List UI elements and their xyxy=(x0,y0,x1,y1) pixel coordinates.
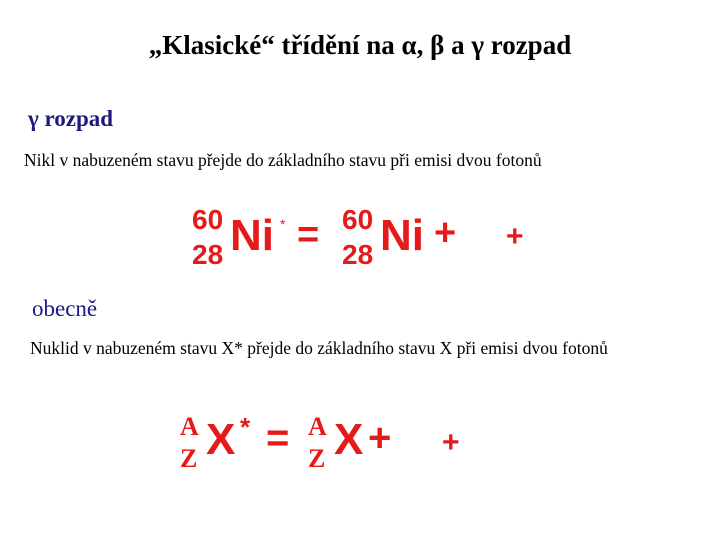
plus-sign-2: + xyxy=(442,426,460,459)
left-mass-number: A xyxy=(180,412,199,441)
right-atomic-number: 28 xyxy=(342,239,374,270)
left-mass-number: 60 xyxy=(192,204,224,235)
right-atomic-number: Z xyxy=(308,444,326,473)
equals-sign: = xyxy=(266,416,290,460)
equals-sign: = xyxy=(297,214,320,256)
nuclide-description: Nuklid v nabuzeném stavu X* přejde do základního stavu X při emisi dvou fotonů xyxy=(30,338,608,358)
left-atomic-number: 28 xyxy=(192,239,224,270)
general-heading: obecně xyxy=(32,296,98,321)
right-mass-number: A xyxy=(308,412,327,441)
left-element-symbol: X xyxy=(206,415,236,464)
plus-sign-2: + xyxy=(506,220,524,253)
plus-sign-1: + xyxy=(434,212,457,254)
nickel-description: Nikl v nabuzeném stavu přejde do základního stavu při emisi dvou fotonů xyxy=(24,150,542,170)
plus-sign-1: + xyxy=(368,416,392,460)
left-atomic-number: Z xyxy=(180,444,198,473)
excited-star: * xyxy=(280,216,286,232)
excited-star: * xyxy=(240,412,251,442)
right-element-symbol: X xyxy=(334,415,364,464)
right-element-symbol: Ni xyxy=(380,211,424,260)
left-element-symbol: Ni xyxy=(230,211,274,260)
slide-title: „Klasické“ třídění na α, β a γ rozpad xyxy=(148,30,572,60)
gamma-decay-heading: γ rozpad xyxy=(28,106,114,131)
right-mass-number: 60 xyxy=(342,204,374,235)
